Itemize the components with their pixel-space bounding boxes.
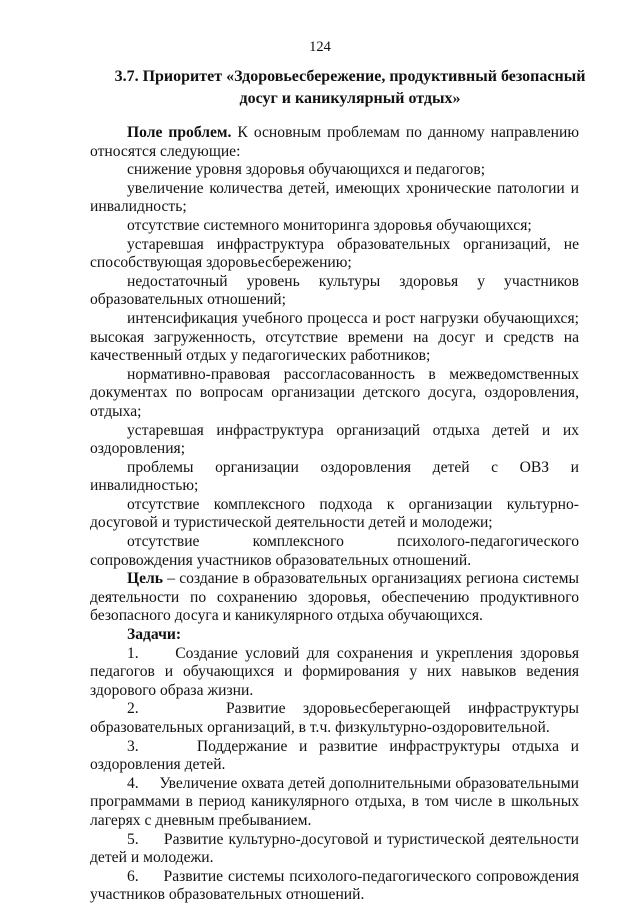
tasks-label: Задачи:	[127, 626, 182, 644]
problem-item: устаревшая инфраструктура организаций отдыха детей и их оздоровления;	[90, 421, 579, 458]
task-item: 3. Поддержание и развитие инфраструктуры отдыха и оздоровления детей.	[90, 737, 579, 774]
problem-item: недостаточный уровень культуры здоровья у участников образовательных отношений;	[90, 272, 579, 309]
goal-label: Цель	[127, 570, 164, 588]
problem-item: интенсификация учебного процесса и рост нагрузки обучающихся; высокая загруженность, отсутствие времени на досуг и средств на качественный отдых у педагогических работников;	[90, 309, 579, 365]
goal-paragraph	[90, 570, 579, 626]
problem-item: увеличение количества детей, имеющих хронические патологии и инвалидность;	[90, 179, 579, 216]
problem-item: нормативно-правовая рассогласованность в межведомственных документах по вопросам организации детского досуга, оздоровления, отдыха;	[90, 365, 579, 420]
task-item: 1. Создание условий для сохранения и укрепления здоровья педагогов и обучающихся и формирования у них навыков ведения здорового образа жизни.	[90, 644, 579, 699]
problems-intro-text: К основным проблемам по данному направлению относятся следующие:	[90, 124, 579, 160]
section-heading	[90, 66, 610, 110]
problem-item: проблемы организации оздоровления детей с ОВЗ и инвалидностью;	[90, 458, 579, 495]
task-item: 4. Увеличение охвата детей дополнительными образовательными программами в период каникулярного отдыха, в том числе в школьных лагерях с дневным пребыванием.	[90, 774, 579, 829]
problem-item: отсутствие комплексного психолого-педагогического сопровождения участников образовательных отношений.	[90, 533, 579, 569]
problems-intro	[90, 124, 579, 161]
problem-item: отсутствие системного мониторинга здоровья обучающихся;	[127, 216, 532, 234]
document-body	[90, 124, 579, 905]
section-heading-line-2: досуг и каникулярный отдых»	[239, 90, 461, 107]
problem-item: отсутствие комплексного подхода к организации культурно-досуговой и туристической деятельности детей и молодежи;	[90, 495, 579, 532]
section-heading-line-1: 3.7. Приоритет «Здоровьесбережение, продуктивный безопасный	[114, 68, 586, 85]
task-item: 6. Развитие системы психолого-педагогического сопровождения участников образовательных отношений.	[90, 867, 579, 904]
problem-item: устаревшая инфраструктура образовательных организаций, не способствующая здоровьесбережению;	[90, 235, 579, 272]
goal-text: – создание в образовательных организациях региона системы деятельности по сохранению здоровья, обеспечению продуктивного безопасного досуга и каникулярного отдыха обучающихся.	[90, 570, 579, 625]
problems-label: Поле проблем.	[127, 124, 232, 141]
task-item: 2. Развитие здоровьесберегающей инфраструктуры образовательных организаций, в т.ч. физкультурно-оздоровительной.	[90, 700, 579, 736]
problem-item: снижение уровня здоровья обучающихся и педагогов;	[127, 161, 486, 179]
task-item: 5. Развитие культурно-досуговой и туристической деятельности детей и молодежи.	[90, 830, 579, 867]
page-number: 124	[309, 39, 331, 55]
